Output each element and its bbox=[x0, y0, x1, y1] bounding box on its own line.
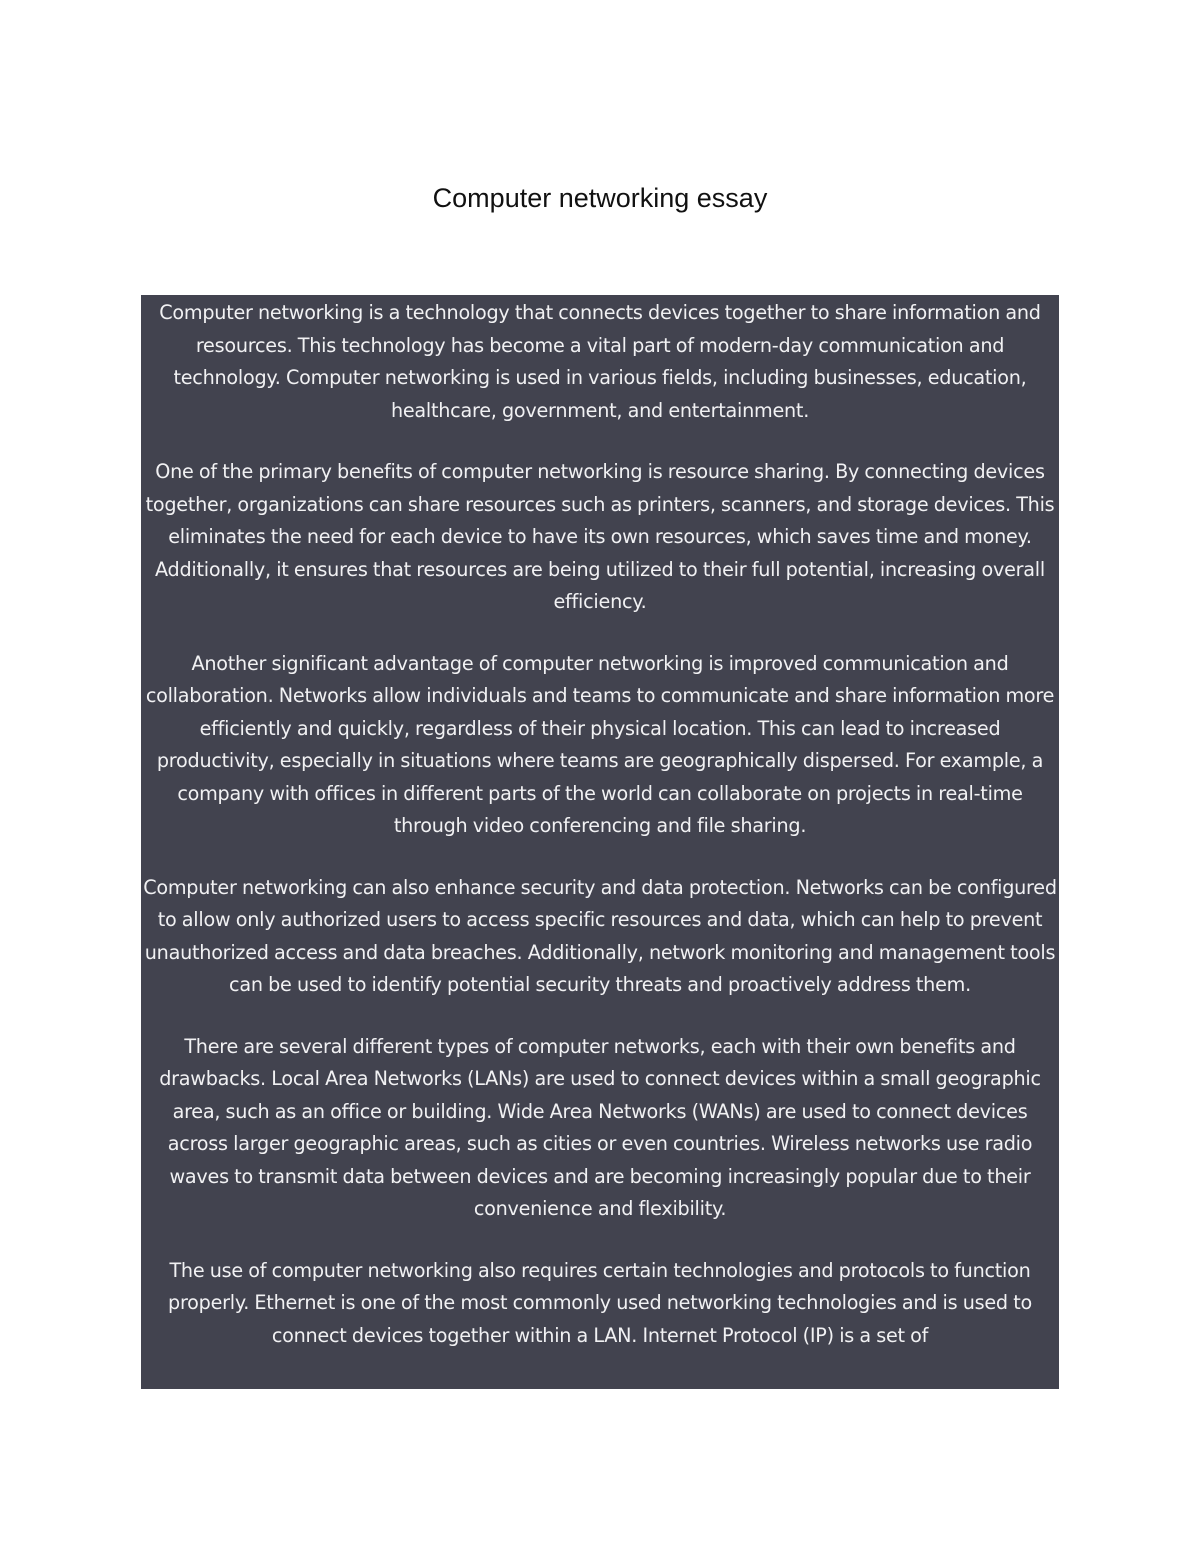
essay-paragraph-3: Another significant advantage of computer networking is improved communication and collaboration. Networks allow individuals and teams to communicate and share information more efficiently and quickly, regardless of their physical location. This can lead to increased productivity, especially in situations where teams are geographically dispersed. For example, a company with offices in different parts of the world can collaborate on projects in real-time through video conferencing and file sharing. bbox=[145, 651, 1055, 837]
essay-paragraph-5: There are several different types of computer networks, each with their own benefits and drawbacks. Local Area Networks (LANs) are used to connect devices within a small geographic area, such as an office or building. Wide Area Networks (WANs) are used to connect devices across larger geographic areas, such as cities or even countries. Wireless networks use radio waves to transmit data between devices and are becoming increasingly popular due to their convenience and flexibility. bbox=[159, 1034, 1041, 1220]
essay-paragraph-2: One of the primary benefits of computer networking is resource sharing. By connecting devices together, organizations can share resources such as printers, scanners, and storage devices. This eliminates the need for each device to have its own resources, which saves time and money. Additionally, it ensures that resources are being utilized to their full potential, increasing overall efficiency. bbox=[145, 460, 1055, 613]
essay-paragraph-4: Computer networking can also enhance security and data protection. Networks can be configured to allow only authorized users to access specific resources and data, which can help to prevent unauthorized access and data breaches. Additionally, network monitoring and management tools can be used to identify potential security threats and proactively address them. bbox=[143, 875, 1057, 996]
page-title: Computer networking essay bbox=[432, 183, 768, 213]
essay-paragraph-6: The use of computer networking also requires certain technologies and protocols to function properly. Ethernet is one of the most commonly used networking technologies and is used to connect devices together within a LAN. Internet Protocol (IP) is a set of bbox=[168, 1258, 1032, 1347]
essay-paragraph-1: Computer networking is a technology that connects devices together to share information and resources. This technology has become a vital part of modern-day communication and technology. Computer networking is used in various fields, including businesses, education, healthcare, government, and entertainment. bbox=[159, 301, 1041, 422]
essay-text-box bbox=[141, 295, 1059, 1389]
